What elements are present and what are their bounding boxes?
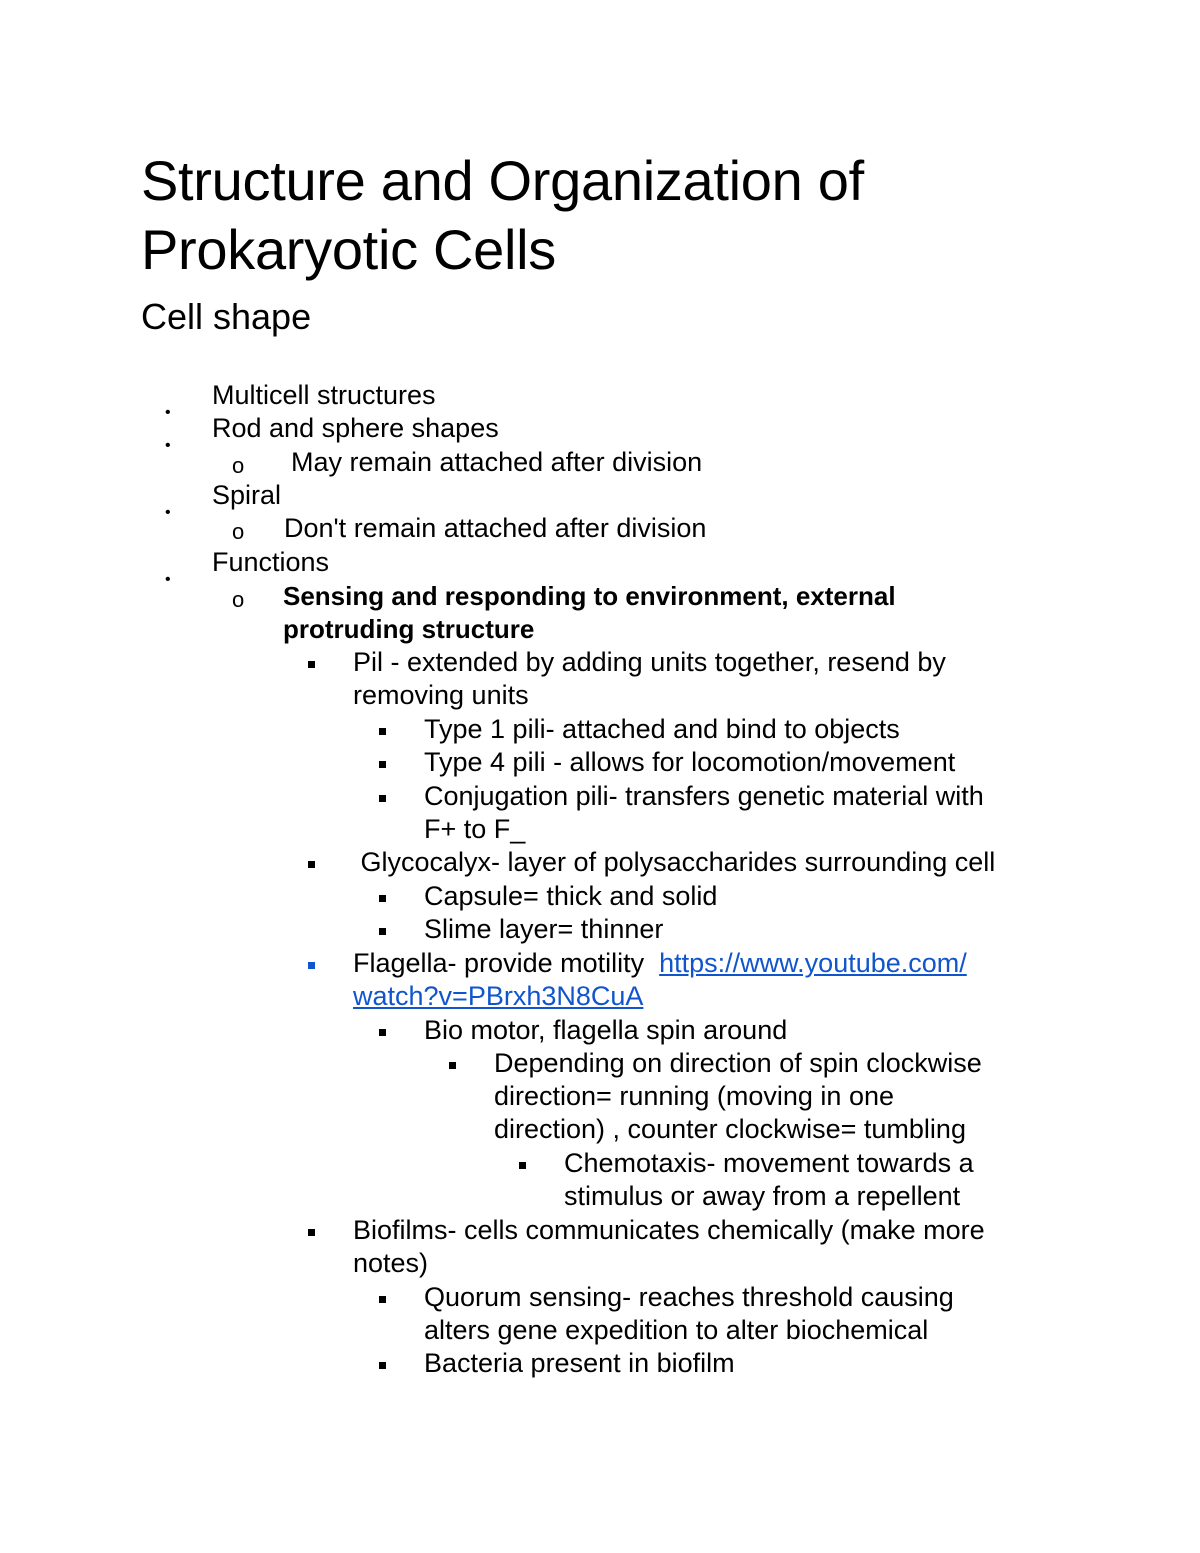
square-bullet-icon [379,761,386,768]
list-item-depending-line-3: direction) , counter clockwise= tumbling [494,1114,966,1144]
square-bullet-icon [379,1296,386,1303]
list-item-depending-line-2: direction= running (moving in one [494,1081,894,1111]
list-item-flagella [353,947,967,980]
list-item-pil-line-2: removing units [353,680,529,710]
list-item-capsule: Capsule= thick and solid [424,881,718,911]
list-item-quorum-line-2: alters gene expedition to alter biochemical [424,1315,929,1345]
list-item-conjugation-line-2: F+ to F_ [424,814,526,844]
list-item-chemotaxis-line-1: Chemotaxis- movement towards a [564,1148,974,1178]
square-bullet-icon [379,1029,386,1036]
square-bullet-icon [308,861,315,868]
page-title [141,146,1041,284]
list-item-pil-line-1: Pil - extended by adding units together, resend by [353,647,946,677]
list-item-type4: Type 4 pili - allows for locomotion/movement [424,747,956,777]
square-bullet-icon [379,728,386,735]
square-bullet-icon [519,1162,526,1169]
list-item-slime: Slime layer= thinner [424,914,664,944]
dot-bullet-icon: • [165,437,171,454]
list-item-functions: Functions [212,547,330,577]
list-item-biomotor: Bio motor, flagella spin around [424,1015,788,1045]
square-bullet-icon [308,661,315,668]
square-bullet-icon [449,1062,456,1069]
list-item-type1: Type 1 pili- attached and bind to objects [424,714,900,744]
youtube-link[interactable]: https://www.youtube.com/ [659,948,967,978]
title-line-1: Structure and Organization of [141,149,864,212]
square-bullet-icon [379,928,386,935]
title-line-2: Prokaryotic Cells [141,218,557,281]
list-item-conjugation-line-1: Conjugation pili- transfers genetic material with [424,781,984,811]
list-item-spiral-sub: Don't remain attached after division [284,513,707,543]
list-item-glycocalyx: Glycocalyx- layer of polysaccharides surrounding cell [353,847,996,877]
square-bullet-icon [308,1229,315,1236]
square-bullet-icon [379,795,386,802]
circle-bullet-icon: o [232,519,245,544]
list-item-multicell: Multicell structures [212,380,436,410]
list-item-rod-sub: May remain attached after division [291,447,703,477]
list-item-sensing-line-2: protruding structure [283,614,535,644]
list-item-depending-line-1: Depending on direction of spin clockwise [494,1048,982,1078]
list-item-flagella-line-2 [353,980,643,1013]
list-item-chemotaxis-line-2: stimulus or away from a repellent [564,1181,961,1211]
list-item-rod-sphere: Rod and sphere shapes [212,413,499,443]
square-bullet-icon [379,895,386,902]
dot-bullet-icon: • [165,404,171,421]
list-item-spiral: Spiral [212,480,282,510]
square-bullet-icon [308,962,315,969]
flagella-text: Flagella- provide motility [353,948,652,978]
circle-bullet-icon: o [232,453,245,478]
circle-bullet-icon: o [232,587,245,612]
square-bullet-icon [379,1362,386,1369]
dot-bullet-icon: • [165,571,171,588]
section-heading-cell-shape: Cell shape [141,296,312,337]
list-item-bacteria: Bacteria present in biofilm [424,1348,735,1378]
list-item-quorum-line-1: Quorum sensing- reaches threshold causing [424,1282,954,1312]
list-item-sensing-line-1: Sensing and responding to environment, external [283,581,896,611]
list-item-biofilms-line-1: Biofilms- cells communicates chemically (make more [353,1215,985,1245]
list-item-biofilms-line-2: notes) [353,1248,429,1278]
dot-bullet-icon: • [165,504,171,521]
youtube-link-continued[interactable]: watch?v=PBrxh3N8CuA [353,981,644,1011]
